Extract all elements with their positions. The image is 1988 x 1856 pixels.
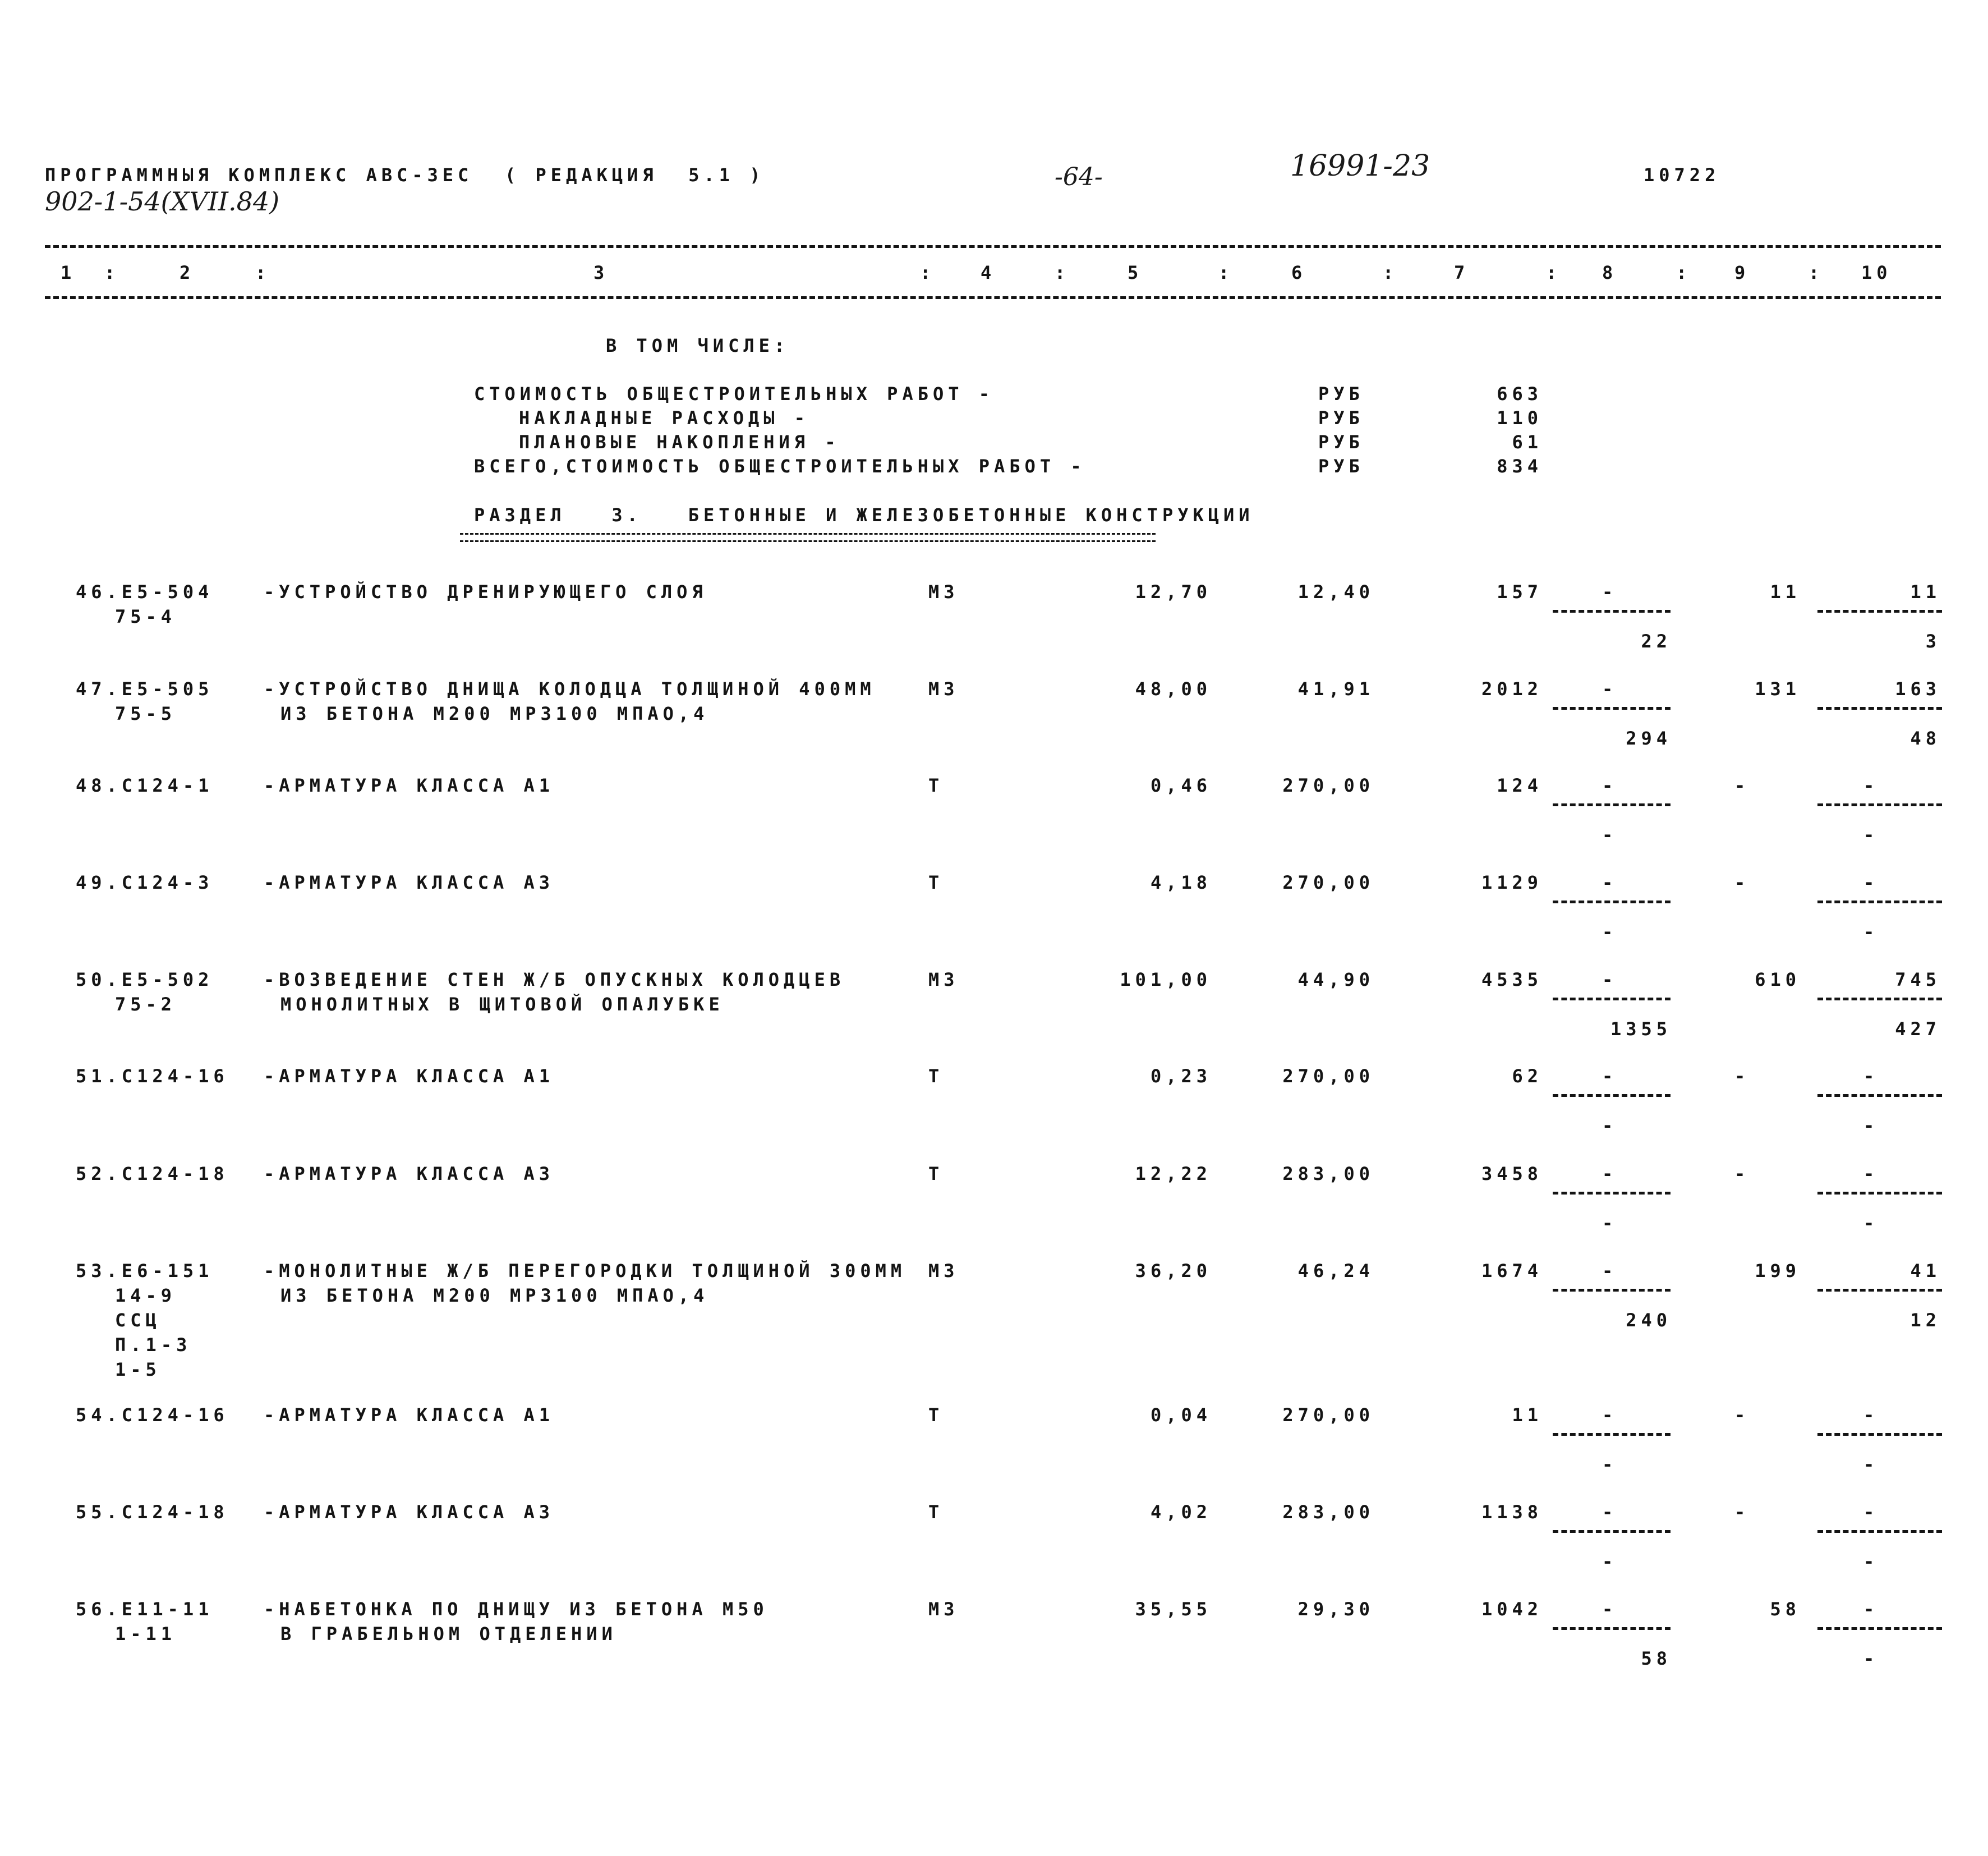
col8-top: - [1602,969,1618,990]
item-price: 270,00 [1282,775,1374,796]
item-code: П.1-3 [115,1334,192,1356]
col10-bottom: - [1863,824,1879,846]
col8-bottom: - [1602,824,1618,846]
item-quantity: 36,20 [1135,1260,1212,1281]
item-description: -АРМАТУРА КЛАССА А1 [264,775,555,796]
col8-top: - [1602,1598,1618,1620]
col8-divider [1553,998,1671,1000]
item-quantity: 0,46 [1150,775,1212,796]
item-quantity: 4,02 [1150,1501,1212,1523]
col10-divider [1817,1627,1942,1630]
col-1: 1 [61,262,76,283]
col10-top: - [1863,1501,1879,1523]
col10-bottom: 48 [1910,728,1941,749]
item-description: -АРМАТУРА КЛАССА А1 [264,1065,555,1087]
summary-label: ПЛАНОВЫЕ НАКОПЛЕНИЯ - [519,431,840,453]
col10-bottom: - [1863,1648,1879,1669]
item-total: 1042 [1481,1598,1543,1620]
doc-number-handwritten: 16991-23 [1290,149,1430,183]
col8-top: - [1602,678,1618,700]
col8-bottom: 294 [1626,728,1672,749]
item-code: 52.С124-18 [76,1163,229,1184]
code-number: 10722 [1644,164,1720,186]
item-quantity: 48,00 [1135,678,1212,700]
page-number: -64- [1055,163,1103,191]
col8-bottom: - [1602,1212,1618,1234]
item-code: 55.С124-18 [76,1501,229,1523]
item-description: ИЗ БЕТОНА М200 МРЗ100 МПАО,4 [280,703,709,724]
col-4: 4 [981,262,996,283]
col8-top: - [1602,1404,1618,1426]
summary-value: 110 [1497,407,1543,429]
col9-value: 199 [1755,1260,1801,1281]
col8-top: - [1602,1065,1618,1087]
item-description: -МОНОЛИТНЫЕ Ж/Б ПЕРЕГОРОДКИ ТОЛЩИНОЙ 300ММ [264,1260,906,1281]
col8-top: - [1602,581,1618,603]
col-6: 6 [1291,262,1307,283]
col10-top: - [1863,775,1879,796]
col8-divider [1553,901,1671,903]
summary-label: СТОИМОСТЬ ОБЩЕСТРОИТЕЛЬНЫХ РАБОТ - [474,383,995,405]
item-quantity: 0,04 [1150,1404,1212,1426]
col-sep: : [1218,262,1234,283]
item-unit: М3 [928,581,959,603]
col8-top: - [1602,1163,1618,1184]
item-total: 1674 [1481,1260,1543,1281]
summary-unit: РУБ [1318,431,1364,453]
col10-divider [1817,1530,1942,1533]
header-top-rule [45,245,1941,248]
item-price: 283,00 [1282,1501,1374,1523]
col-sep: : [104,262,120,283]
item-price: 270,00 [1282,1404,1374,1426]
col10-bottom: - [1863,921,1879,943]
col10-bottom: 427 [1895,1018,1941,1040]
item-unit: Т [928,1163,944,1184]
col-sep: : [1055,262,1070,283]
col-5: 5 [1128,262,1143,283]
summary-label: НАКЛАДНЫЕ РАСХОДЫ - [519,407,810,429]
col8-bottom: 22 [1641,631,1672,652]
item-code: 48.С124-1 [76,775,214,796]
col-sep: : [1383,262,1398,283]
item-description: МОНОЛИТНЫХ В ЩИТОВОЙ ОПАЛУБКЕ [280,994,724,1015]
item-code: 53.Е6-151 [76,1260,214,1281]
col8-bottom: 240 [1626,1310,1672,1331]
item-price: 46,24 [1297,1260,1374,1281]
item-code: 46.Е5-504 [76,581,214,603]
col10-divider [1817,1433,1942,1436]
item-description: -НАБЕТОНКА ПО ДНИЩУ ИЗ БЕТОНА М50 [264,1598,768,1620]
item-description: -АРМАТУРА КЛАССА А3 [264,872,555,893]
col10-divider [1817,901,1942,903]
col8-divider [1553,803,1671,806]
col-sep: : [1676,262,1692,283]
col10-top: - [1863,1163,1879,1184]
item-description: -АРМАТУРА КЛАССА А3 [264,1163,555,1184]
item-code: 75-4 [115,606,177,627]
col10-top: 745 [1895,969,1941,990]
item-unit: Т [928,1404,944,1426]
project-number-handwritten: 902-1-54(XVII.84) [45,186,280,217]
item-unit: М3 [928,969,959,990]
item-code: 49.С124-3 [76,872,214,893]
item-quantity: 12,70 [1135,581,1212,603]
item-description: В ГРАБЕЛЬНОМ ОТДЕЛЕНИИ [280,1623,617,1644]
section-underline [460,533,1156,542]
item-price: 12,40 [1297,581,1374,603]
col9-value: 11 [1770,581,1801,603]
item-unit: Т [928,872,944,893]
item-price: 270,00 [1282,1065,1374,1087]
col9-value: 610 [1755,969,1801,990]
summary-heading: В ТОМ ЧИСЛЕ: [606,335,790,356]
col-8: 8 [1602,262,1618,283]
col8-bottom: - [1602,1454,1618,1475]
col9-value: - [1734,1065,1750,1087]
item-price: 44,90 [1297,969,1374,990]
summary-value: 834 [1497,456,1543,477]
col8-bottom: 1355 [1610,1018,1672,1040]
col8-divider [1553,1094,1671,1097]
col8-bottom: - [1602,1115,1618,1136]
item-unit: Т [928,1501,944,1523]
col-7: 7 [1454,262,1470,283]
item-quantity: 35,55 [1135,1598,1212,1620]
col10-bottom: - [1863,1454,1879,1475]
col9-value: - [1734,872,1750,893]
col8-top: - [1602,872,1618,893]
col8-top: - [1602,1260,1618,1281]
item-description: -АРМАТУРА КЛАССА А1 [264,1404,555,1426]
item-total: 11 [1512,1404,1543,1426]
item-price: 29,30 [1297,1598,1374,1620]
summary-label: ВСЕГО,СТОИМОСТЬ ОБЩЕСТРОИТЕЛЬНЫХ РАБОТ - [474,456,1086,477]
item-code: 47.Е5-505 [76,678,214,700]
item-unit: М3 [928,1598,959,1620]
col10-divider [1817,998,1942,1000]
col10-bottom: - [1863,1212,1879,1234]
section-title: РАЗДЕЛ 3. БЕТОННЫЕ И ЖЕЛЕЗОБЕТОННЫЕ КОНСТРУКЦИИ [474,504,1254,526]
item-total: 1129 [1481,872,1543,893]
item-description: ИЗ БЕТОНА М200 МРЗ100 МПАО,4 [280,1285,709,1306]
item-code: ССЦ [115,1310,161,1331]
col8-divider [1553,1530,1671,1533]
col10-divider [1817,707,1942,710]
col8-divider [1553,1192,1671,1195]
item-price: 41,91 [1297,678,1374,700]
item-price: 283,00 [1282,1163,1374,1184]
item-price: 270,00 [1282,872,1374,893]
item-unit: М3 [928,678,959,700]
item-code: 1-11 [115,1623,177,1644]
item-total: 2012 [1481,678,1543,700]
item-code: 56.Е11-11 [76,1598,214,1620]
col-10: 10 [1861,262,1892,283]
edition-label: ( РЕДАКЦИЯ 5.1 ) [505,164,765,186]
col10-divider [1817,1094,1942,1097]
item-code: 51.С124-16 [76,1065,229,1087]
item-quantity: 0,23 [1150,1065,1212,1087]
item-quantity: 4,18 [1150,872,1212,893]
summary-unit: РУБ [1318,383,1364,405]
col10-top: 41 [1910,1260,1941,1281]
item-description: -ВОЗВЕДЕНИЕ СТЕН Ж/Б ОПУСКНЫХ КОЛОДЦЕВ [264,969,845,990]
col8-divider [1553,1627,1671,1630]
summary-unit: РУБ [1318,407,1364,429]
col10-bottom: - [1863,1115,1879,1136]
col9-value: - [1734,1501,1750,1523]
col10-divider [1817,1289,1942,1292]
item-description: -УСТРОЙСТВО ДНИЩА КОЛОДЦА ТОЛЩИНОЙ 400ММ [264,678,876,700]
program-title: ПРОГРАММНЫЯ КОМПЛЕКС АВС-ЗЕС [45,164,473,186]
col8-bottom: - [1602,1551,1618,1572]
col9-value: - [1734,1163,1750,1184]
summary-value: 663 [1497,383,1543,405]
item-code: 75-2 [115,994,177,1015]
col10-top: - [1863,872,1879,893]
summary-unit: РУБ [1318,456,1364,477]
item-total: 3458 [1481,1163,1543,1184]
col10-divider [1817,1192,1942,1195]
item-total: 1138 [1481,1501,1543,1523]
col9-value: 131 [1755,678,1801,700]
col10-bottom: 3 [1925,631,1941,652]
item-quantity: 12,22 [1135,1163,1212,1184]
col8-divider [1553,707,1671,710]
col-2: 2 [180,262,195,283]
item-total: 157 [1497,581,1543,603]
item-total: 4535 [1481,969,1543,990]
header-bottom-rule [45,296,1941,299]
item-code: 1-5 [115,1359,161,1380]
col10-top: - [1863,1065,1879,1087]
col8-divider [1553,1289,1671,1292]
col10-top: - [1863,1404,1879,1426]
summary-value: 61 [1512,431,1543,453]
col-sep: : [920,262,936,283]
col-sep: : [1546,262,1562,283]
item-unit: М3 [928,1260,959,1281]
col10-bottom: 12 [1910,1310,1941,1331]
col8-bottom: - [1602,921,1618,943]
col10-top: 163 [1895,678,1941,700]
col9-value: 58 [1770,1598,1801,1620]
item-total: 124 [1497,775,1543,796]
item-total: 62 [1512,1065,1543,1087]
item-code: 75-5 [115,703,177,724]
col8-top: - [1602,775,1618,796]
col8-divider [1553,610,1671,613]
col9-value: - [1734,775,1750,796]
item-description: -АРМАТУРА КЛАССА А3 [264,1501,555,1523]
col9-value: - [1734,1404,1750,1426]
col10-divider [1817,610,1942,613]
item-code: 50.Е5-502 [76,969,214,990]
col-9: 9 [1734,262,1750,283]
col8-top: - [1602,1501,1618,1523]
col8-bottom: 58 [1641,1648,1672,1669]
item-quantity: 101,00 [1120,969,1212,990]
item-unit: Т [928,775,944,796]
col8-divider [1553,1433,1671,1436]
col-sep: : [1808,262,1824,283]
item-description: -УСТРОЙСТВО ДРЕНИРУЮЩЕГО СЛОЯ [264,581,707,603]
col10-bottom: - [1863,1551,1879,1572]
col10-top: 11 [1910,581,1941,603]
col-sep: : [255,262,271,283]
item-code: 14-9 [115,1285,177,1306]
item-code: 54.С124-16 [76,1404,229,1426]
col-3: 3 [593,262,609,283]
item-unit: Т [928,1065,944,1087]
col10-top: - [1863,1598,1879,1620]
col10-divider [1817,803,1942,806]
